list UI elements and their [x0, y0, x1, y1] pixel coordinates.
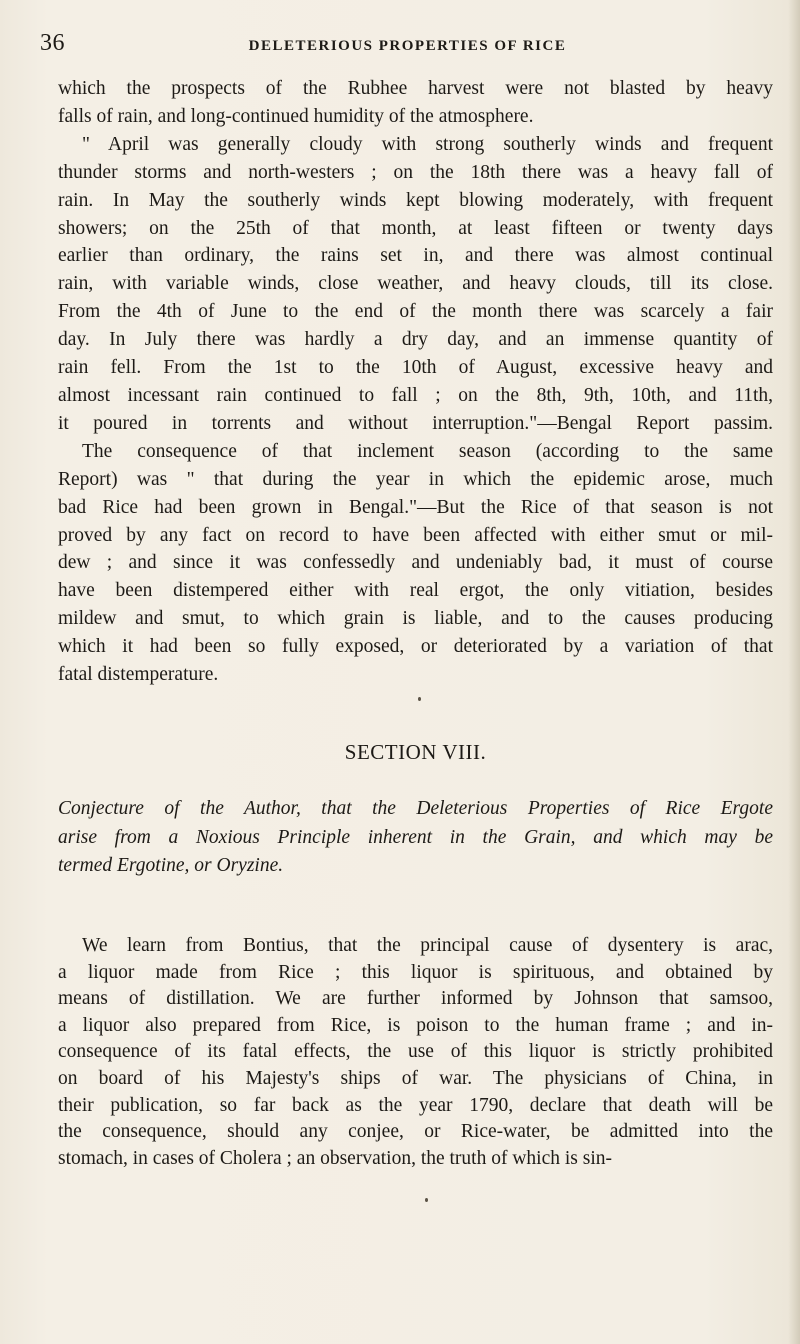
paragraph-2: [58, 933, 773, 1172]
text-line: a liquor also prepared from Rice, is poison to the human frame ; and in-: [58, 1014, 773, 1036]
text-line: The consequence of that inclement season (according to the same: [82, 440, 773, 462]
paragraph-1: [58, 75, 773, 689]
page-edge-shadow: [788, 0, 800, 1344]
text-line: rain fell. From the 1st to the 10th of August, excessive heavy and: [58, 357, 773, 379]
text-line: almost incessant rain continued to fall ; on the 8th, 9th, 10th, and 11th,: [58, 384, 773, 406]
text-line: it poured in torrents and without interruption."—Bengal Report passim.: [58, 412, 773, 434]
page-number: 36: [40, 30, 65, 56]
text-line: rain, with variable winds, close weather, and heavy clouds, till its close.: [58, 273, 773, 295]
text-line: proved by any fact on record to have been affected with either smut or mil-: [58, 524, 773, 546]
text-line: have been distempered either with real ergot, the only vitiation, besides: [58, 580, 773, 602]
subtitle-line: termed Ergotine, or Oryzine.: [58, 855, 284, 876]
text-line: rain. In May the southerly winds kept blowing moderately, with frequent: [58, 189, 773, 211]
running-head: [40, 30, 775, 66]
subtitle-line: Conjecture of the Author, that the Deleterious Properties of Rice Ergote: [58, 798, 773, 819]
text-line: " April was generally cloudy with strong southerly winds and frequent: [82, 133, 773, 155]
text-line: the consequence, should any conjee, or Rice-water, be admitted into the: [58, 1121, 773, 1143]
text-line: consequence of its fatal effects, the use of this liquor is strictly prohibited: [58, 1041, 773, 1063]
text-line: mildew and smut, to which grain is liable, and to the causes producing: [58, 608, 773, 630]
text-line: which it had been so fully exposed, or deteriorated by a variation of that: [58, 636, 773, 658]
text-line: day. In July there was hardly a dry day, and an immense quantity of: [58, 329, 773, 351]
text-line: falls of rain, and long-continued humidity of the atmosphere.: [58, 105, 534, 127]
text-line: We learn from Bontius, that the principal cause of dysentery is arac,: [82, 935, 773, 956]
text-line: From the 4th of June to the end of the month there was scarcely a fair: [58, 301, 773, 323]
running-title: DELETERIOUS PROPERTIES OF RICE: [248, 38, 567, 54]
subtitle-line: arise from a Noxious Principle inherent in the Grain, and which may be: [58, 826, 773, 848]
ink-speck: [418, 697, 421, 701]
section-heading: SECTION VIII.: [344, 740, 487, 764]
text-line: which the prospects of the Rubhee harvest were not blasted by heavy: [58, 78, 773, 99]
ink-speck: [425, 1198, 428, 1202]
section-subtitle: [58, 795, 773, 881]
text-line: dew ; and since it was confessedly and undeniably bad, it must of course: [58, 552, 773, 574]
text-line: their publication, so far back as the year 1790, declare that death will be: [58, 1094, 773, 1116]
text-line: on board of his Majesty's ships of war. The physicians of China, in: [58, 1067, 773, 1089]
text-line: showers; on the 25th of that month, at least fifteen or twenty days: [58, 217, 773, 239]
text-line: means of distillation. We are further informed by Johnson that samsoo,: [58, 988, 773, 1010]
text-line: a liquor made from Rice ; this liquor is spirituous, and obtained by: [58, 961, 773, 983]
text-line: earlier than ordinary, the rains set in, and there was almost continual: [58, 245, 773, 267]
text-line: bad Rice had been grown in Bengal."—But the Rice of that season is not: [58, 496, 773, 518]
text-line: stomach, in cases of Cholera ; an observation, the truth of which is sin-: [58, 1147, 612, 1169]
text-line: fatal distemperature.: [58, 664, 219, 686]
text-line: thunder storms and north-westers ; on the 18th there was a heavy fall of: [58, 161, 773, 183]
text-line: Report) was " that during the year in which the epidemic arose, much: [58, 468, 773, 490]
